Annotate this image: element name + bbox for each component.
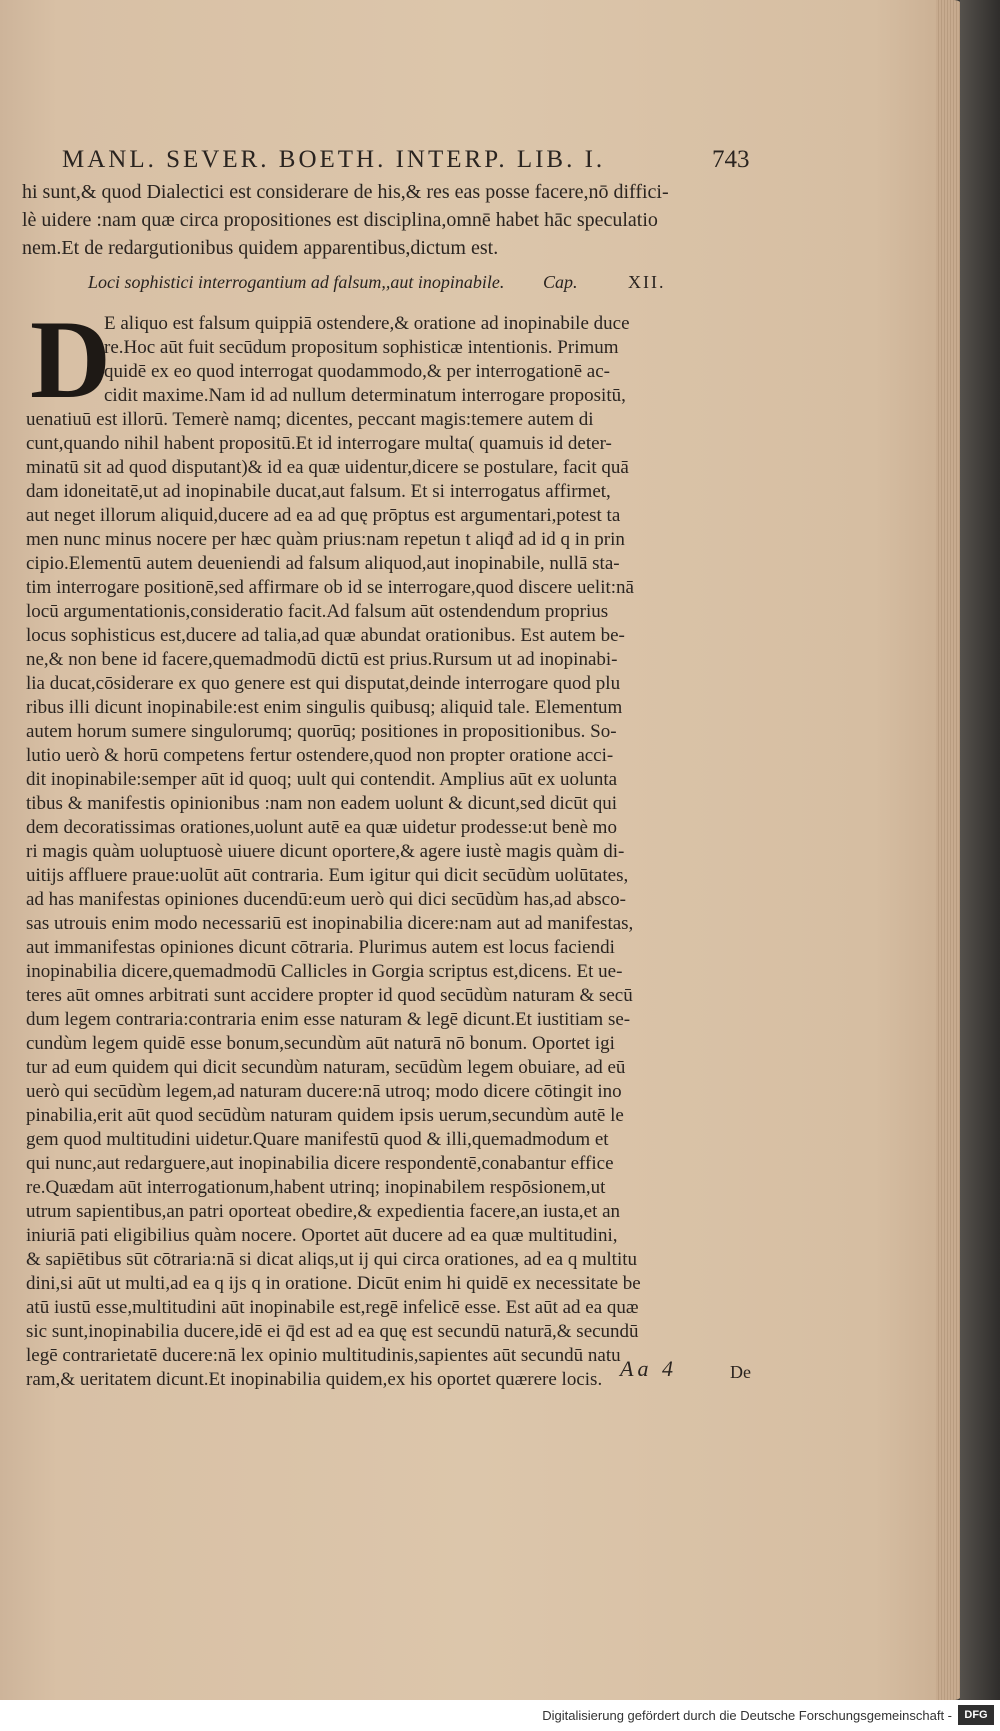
body-line: dum legem contraria:contraria enim esse naturam & legē dicunt.Et iustitiam se- xyxy=(26,1009,631,1030)
body-line: aut neget illorum aliquid,ducere ad ea ad quę prōptus est argumentari,potest ta xyxy=(26,505,621,526)
body-line: aut immanifestas opiniones dicunt cōtraria. Plurimus autem est locus faciendi xyxy=(26,937,615,958)
body-line: locū argumentationis,consideratio facit.Ad falsum aūt ostendendum proprius xyxy=(26,601,609,622)
body-line: ri magis quàm uoluptuosè uiuere dicunt oportere,& agere iustè magis quàm di- xyxy=(26,841,625,862)
body-text xyxy=(26,298,750,1392)
body-line: lia ducat,cōsiderare ex quo genere est qui disputat,deinde interrogare quod plu xyxy=(26,673,621,694)
tail-line: hi sunt,& quod Dialectici est considerare de his,& res eas posse facere,nō diffici- xyxy=(22,181,669,203)
body-line: dini,si aūt ut multi,ad ea q ijs q in oratione. Dicūt enim hi quidē ex necessitate be xyxy=(26,1273,641,1294)
body-line: teres aūt omnes arbitrati sunt accidere propter id quod secūdùm naturam & secū xyxy=(26,985,633,1006)
body-line: gem quod multitudini uidetur.Quare manifestū quod & illi,quemadmodum et xyxy=(26,1129,609,1150)
running-head xyxy=(62,146,752,174)
body-line: minatū sit ad quod disputant)& id ea quæ uidentur,dicere se postulare, facit quā xyxy=(26,457,629,478)
body-line: cunt,quando nihil habent propositū.Et id interrogare multa( quamuis id deter- xyxy=(26,433,612,454)
body-line: tibus & manifestis opinionibus :nam non eadem uolunt & dicunt,sed dicūt qui xyxy=(26,793,618,814)
body-line: sic sunt,inopinabilia ducere,idē ei q̄d est ad ea quę est secundū naturā,& secundū xyxy=(26,1321,639,1342)
catchword: De xyxy=(730,1362,751,1382)
previous-chapter-tail xyxy=(22,178,762,262)
body-line: sas utrouis enim modo necessariū est inopinabilia dicere:nam aut ad manifestas, xyxy=(26,913,634,934)
body-line: legē contrarietatē ducere:nā lex opinio multitudinis,sapientes aūt secundū natu xyxy=(26,1345,621,1366)
book-binding xyxy=(960,0,1000,1700)
body-line: iniuriā pati eligibilius quàm nocere. Oportet aūt ducere ad ea quæ multitudini, xyxy=(26,1225,618,1246)
body-line: tim interrogare positionē,sed affirmare ob id se interrogare,quod discere uelit:nā xyxy=(26,577,634,598)
folio-number: 743 xyxy=(712,146,750,173)
body-line: uenatiuū est illorū. Temerè namq; dicentes, peccant magis:temere autem di xyxy=(26,409,594,430)
body-line: pinabilia,erit aūt quod secūdùm naturam quidem ipsis uerum,secundùm autē le xyxy=(26,1105,624,1126)
drop-cap: D xyxy=(30,298,111,422)
chapter-title: Loci sophistici interrogantium ad falsum,,aut inopinabile. xyxy=(88,272,505,292)
body-line: quidē ex eo quod interrogat quodammodo,& per interrogationē ac- xyxy=(104,361,610,382)
footer-bar xyxy=(0,1700,1000,1731)
body-line: uitijs affluere praue:uolūt aūt contraria. Eum igitur qui dicit secūdùm uolūtates, xyxy=(26,865,629,886)
tail-line: nem.Et de redargutionibus quidem apparentibus,dictum est. xyxy=(22,237,499,259)
body-line: dem decoratissimas orationes,uolunt autē ea quæ uidetur prodesse:ut benè mo xyxy=(26,817,617,838)
body-line: autem horum sumere singulorumq; quorūq; positiones in propositionibus. So- xyxy=(26,721,617,742)
body-line: men nunc minus nocere per hæc quàm prius:nam repetun t aliqđ ad id q in prin xyxy=(26,529,625,550)
running-head-title: MANL. SEVER. BOETH. INTERP. LIB. I. xyxy=(62,146,606,173)
tail-line: lè uidere :nam quæ circa propositiones est disciplina,omnē habet hāc speculatio xyxy=(22,209,658,231)
body-line: locus sophisticus est,ducere ad talia,ad quæ abundat orationibus. Est autem be- xyxy=(26,625,625,646)
body-line: inopinabilia dicere,quemadmodū Callicles in Gorgia scriptus est,dicens. Et ue- xyxy=(26,961,623,982)
body-line: cipio.Elementū autem deueniendi ad falsum aliquod,aut inopinabile, nullā sta- xyxy=(26,553,620,574)
body-line: & sapiētibus sūt cōtraria:nā si dicat aliqs,ut ij qui circa orationes, ad ea q multitu xyxy=(26,1249,638,1270)
body-line: dit inopinabile:semper aūt id quoq; uult qui contendit. Amplius aūt ex uolunta xyxy=(26,769,618,790)
body-line: utrum sapientibus,an patri oporteat obedire,& expedientia facere,an iusta,et an xyxy=(26,1201,621,1222)
dfg-logo: DFG xyxy=(958,1705,994,1725)
footer-credit: Digitalisierung gefördert durch die Deutsche Forschungsgemeinschaft - xyxy=(542,1708,952,1723)
chapter-heading xyxy=(88,272,728,293)
body-line: ne,& non bene id facere,quemadmodū dictū est prius.Rursum ut ad inopinabi- xyxy=(26,649,618,670)
body-line: re.Hoc aūt fuit secūdum propositum sophisticæ intentionis. Primum xyxy=(104,337,619,358)
body-line: atū iustū esse,multitudini aūt inopinabile est,regē infelicē esse. Est aūt ad ea quæ xyxy=(26,1297,639,1318)
body-line: ribus illi dicunt inopinabile:est enim singulis quibusq; aliquid tale. Elementum xyxy=(26,697,623,718)
body-line: cundùm legem quidē esse bonum,secundùm aūt naturā nō bonum. Oportet igi xyxy=(26,1033,615,1054)
chapter-number: XII. xyxy=(628,272,666,292)
body-line: dam idoneitatē,ut ad inopinabile ducat,aut falsum. Et si interrogatus affirmet, xyxy=(26,481,611,502)
body-line: ad has manifestas opiniones ducendū:eum uerò qui dici secūdùm has,ad absco- xyxy=(26,889,626,910)
body-line: ram,& ueritatem dicunt.Et inopinabilia quidem,ex his oportet quærere locis. xyxy=(26,1369,603,1390)
body-line: tur ad eum quidem qui dicit secundùm naturam, secūdùm legem obuiare, ad eū xyxy=(26,1057,626,1078)
body-line: qui nunc,aut redarguere,aut inopinabilia dicere respondentē,conabantur effice xyxy=(26,1153,614,1174)
body-line: uerò qui secūdùm legem,ad naturam ducere:nā utroq; modo dicere cōtingit ino xyxy=(26,1081,622,1102)
body-line: E aliquo est falsum quippiā ostendere,& oratione ad inopinabile duce xyxy=(104,313,630,334)
body-line: lutio uerò & horū competens fertur ostendere,quod non propter oratione acci- xyxy=(26,745,614,766)
body-line: cidit maxime.Nam id ad nullum determinatum interrogare propositū, xyxy=(104,385,626,406)
chapter-cap-label: Cap. xyxy=(543,272,578,292)
signature-mark: Aa 4 xyxy=(620,1356,677,1381)
body-line: re.Quædam aūt interrogationum,habent utrinq; inopinabilem respōsionem,ut xyxy=(26,1177,606,1198)
